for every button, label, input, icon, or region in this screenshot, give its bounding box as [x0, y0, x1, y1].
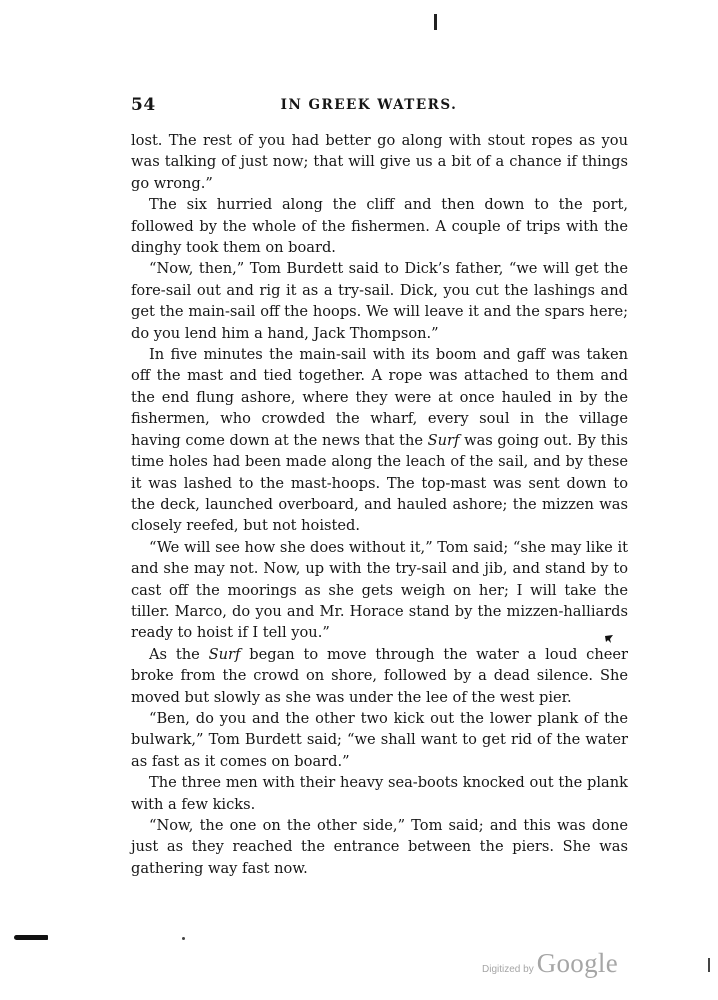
paragraph-text: “Now, the one on the other side,” Tom said; and this was done just as they reached the entrance between the piers. She was gathering way fast now. [131, 817, 628, 877]
digitized-watermark [482, 948, 618, 979]
paragraph-text: “Now, then,” Tom Burdett said to Dick’s father, “we will get the fore-sail out and rig it as a try-sail. Dick, you cut the lashings and get the main-sail off the hoops. We will leave it and the spars here; do you lend him a hand, Jack Thompson.” [131, 260, 628, 342]
italic-text: Surf [427, 431, 460, 449]
paragraph-text: In five minutes the main-sail with its boom and gaff was taken off the mast and tied together. A rope was attached to them and the end flung ashore, where they were at once hauled in by the fishermen, who crowded the wharf, every soul in the village having come down at the news that the [131, 346, 628, 449]
paragraph-text: began to move through the water a loud cheer broke from the crowd on shore, followed by a dead silence. She moved but slowly as she was under the lee of the west pier. [131, 645, 629, 706]
paragraph [131, 344, 628, 537]
scan-mark [434, 14, 437, 30]
paragraph [131, 815, 628, 879]
running-header: IN GREEK WATERS. [280, 97, 458, 113]
paragraph [131, 130, 628, 194]
paragraph [131, 772, 628, 815]
paragraph-text: As the [149, 645, 209, 663]
paragraph [131, 258, 628, 344]
paragraph [131, 708, 628, 772]
paragraph-text: lost. The rest of you had better go along with stout ropes as you was talking of just now; that will give us a bit of a chance if things go wrong.” [131, 132, 628, 192]
google-logo: Google [536, 948, 618, 978]
italic-text: Surf [208, 645, 241, 663]
paragraph-text: The six hurried along the cliff and then down to the port, followed by the whole of the fishermen. A couple of trips with the dinghy took them on board. [131, 196, 628, 257]
scan-smudge [14, 935, 48, 940]
scan-edge-mark [708, 958, 710, 972]
paragraph-text: “Ben, do you and the other two kick out the lower plank of the bulwark,” Tom Burdett said; “we shall want to get rid of the water as fast as it comes on board.” [131, 709, 628, 770]
paragraph-text: was going out. By this time holes had been made along the leach of the sail, and by these it was lashed to the mast-hoops. The top-mast was sent down to the deck, launched overboard, and hauled ashore; the mizzen was closely reefed, but not hoisted. [131, 431, 629, 535]
watermark-prefix: Digitized by [482, 964, 534, 975]
paragraph [131, 644, 628, 708]
paragraph [131, 194, 628, 258]
paragraph-text: “We will see how she does without it,” Tom said; “she may like it and she may not. Now, up with the try-sail and jib, and stand by to cast off the moorings as she gets weigh on her; I will take the tiller. Marco, do you and Mr. Horace stand by the mizzen-halliards ready to hoist if I tell you.” [131, 538, 628, 642]
paragraph-text: The three men with their heavy sea-boots knocked out the plank with a few kicks. [131, 774, 628, 813]
ink-blot [604, 634, 614, 644]
body-text [131, 130, 628, 879]
page-number: 54 [131, 95, 156, 115]
paragraph [131, 537, 628, 644]
scan-dot [182, 937, 185, 940]
